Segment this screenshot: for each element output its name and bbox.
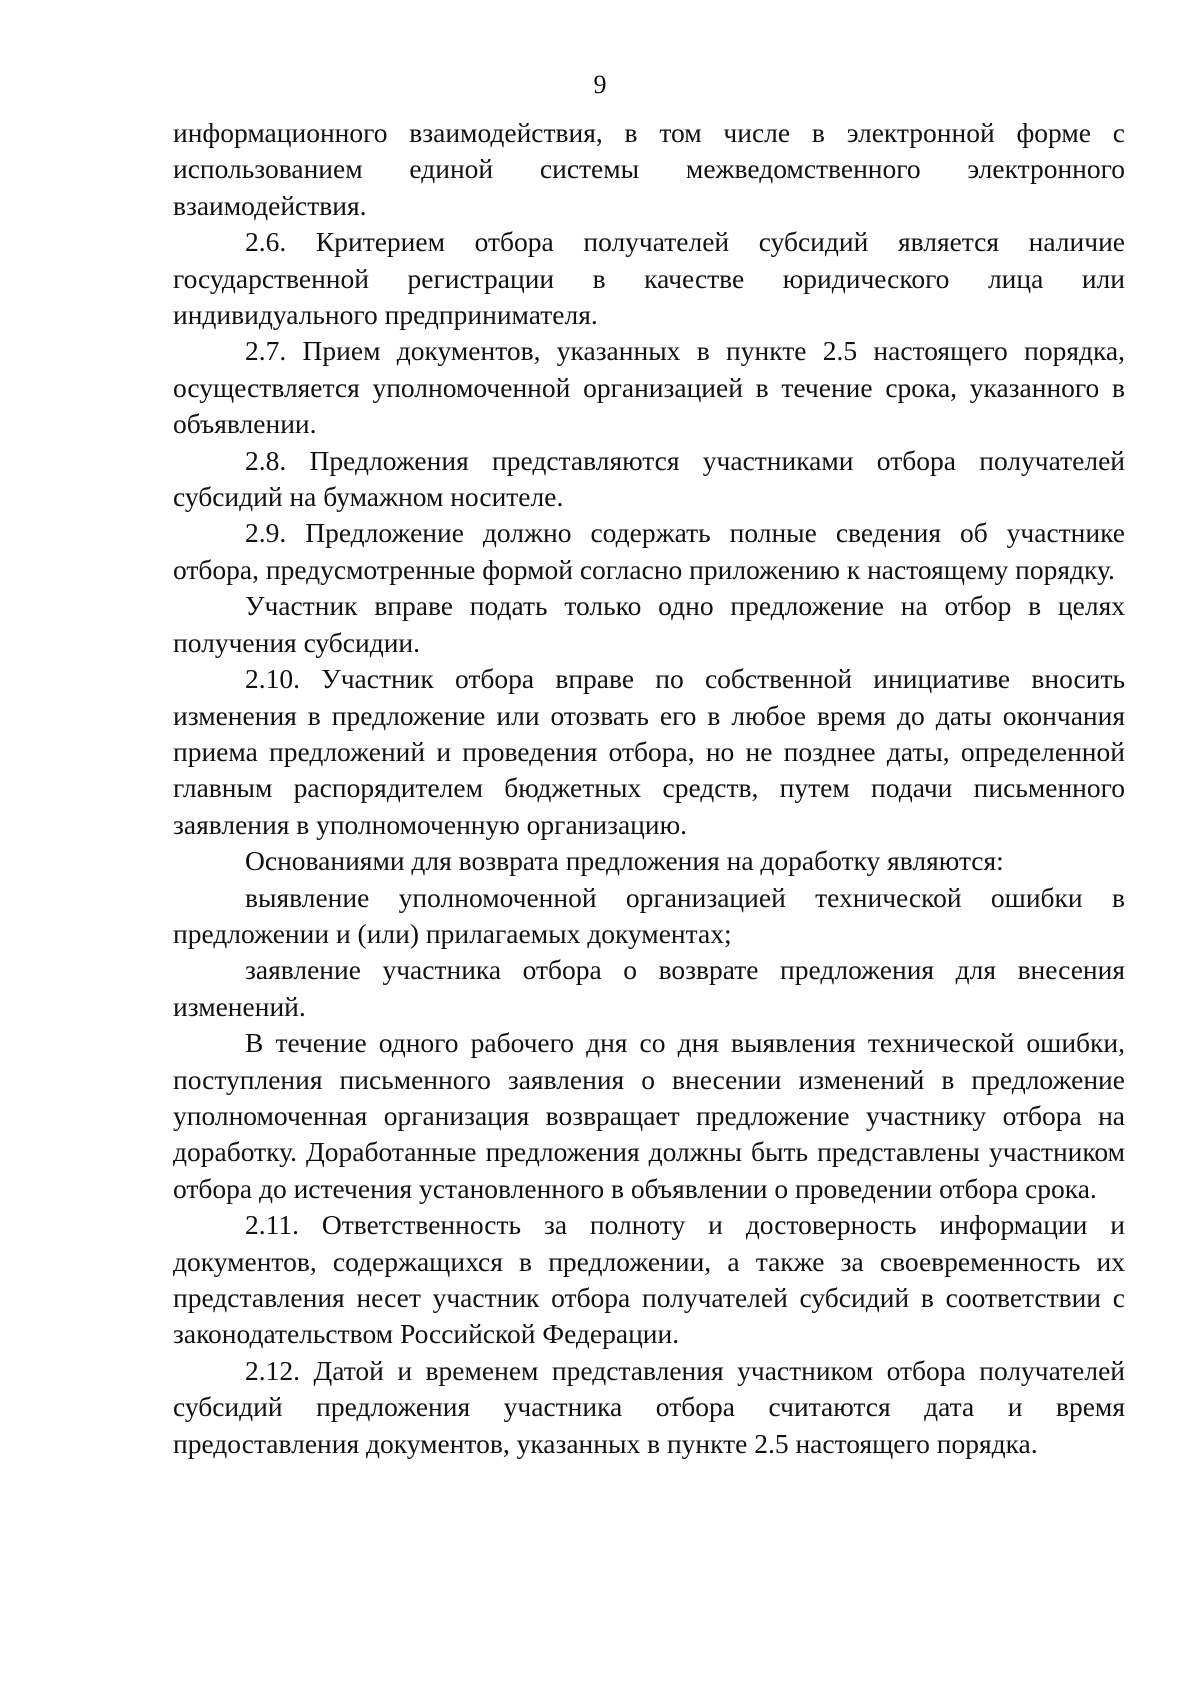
document-body: [173, 115, 1125, 1462]
paragraph-2-12: 2.12. Датой и временем представления участником отбора получателей субсидий предложения участника отбора считаются дата и время предоставления документов, указанных в пункте 2.5 настоящего порядка.: [173, 1354, 1125, 1459]
paragraph-ground-participant-request: заявление участника отбора о возврате предложения для внесения изменений.: [173, 954, 1125, 1022]
page-number: 9: [593, 70, 607, 99]
paragraph-2-11: 2.11. Ответственность за полноту и достоверность информации и документов, содержащихся в предложении, а также за своевременность их представления несет участник отбора получателей субсидий в соответствии с законодательством Российской Федерации.: [173, 1209, 1125, 1350]
paragraph-2-6: 2.6. Критерием отбора получателей субсидий является наличие государственной регистрации в качестве юридического лица или индивидуального предпринимателя.: [173, 226, 1125, 331]
paragraph-ground-technical-error: выявление уполномоченной организацией технической ошибки в предложении и (или) прилагаемых документах;: [173, 881, 1125, 949]
paragraph-return-grounds: Основаниями для возврата предложения на доработку являются:: [245, 845, 1004, 877]
paragraph-continuation: информационного взаимодействия, в том числе в электронной форме с использованием единой системы межведомственного электронного взаимодействия.: [173, 117, 1125, 221]
paragraph-2-10: 2.10. Участник отбора вправе по собственной инициативе вносить изменения в предложение или отозвать его в любое время до даты окончания приема предложений и проведения отбора, но не позднее даты, определенной главным распорядителем бюджетных средств, путем подачи письменного заявления в уполномоченную организацию.: [173, 663, 1125, 840]
paragraph-2-7: 2.7. Прием документов, указанных в пункте 2.5 настоящего порядка, осуществляется уполномоченной организацией в течение срока, указанного в объявлении.: [173, 335, 1125, 440]
paragraph-2-9: 2.9. Предложение должно содержать полные сведения об участнике отбора, предусмотренные формой согласно приложению к настоящему порядку.: [173, 517, 1125, 585]
paragraph-single-proposal: Участник вправе подать только одно предложение на отбор в целях получения субсидии.: [173, 590, 1125, 658]
paragraph-return-procedure: В течение одного рабочего дня со дня выявления технической ошибки, поступления письменного заявления о внесении изменений в предложение уполномоченная организация возвращает предложение участнику отбора на доработку. Доработанные предложения должны быть представлены участником отбора до истечения установленного в объявлении о проведении отбора срока.: [173, 1027, 1125, 1204]
paragraph-2-8: 2.8. Предложения представляются участниками отбора получателей субсидий на бумажном носителе.: [173, 444, 1125, 513]
